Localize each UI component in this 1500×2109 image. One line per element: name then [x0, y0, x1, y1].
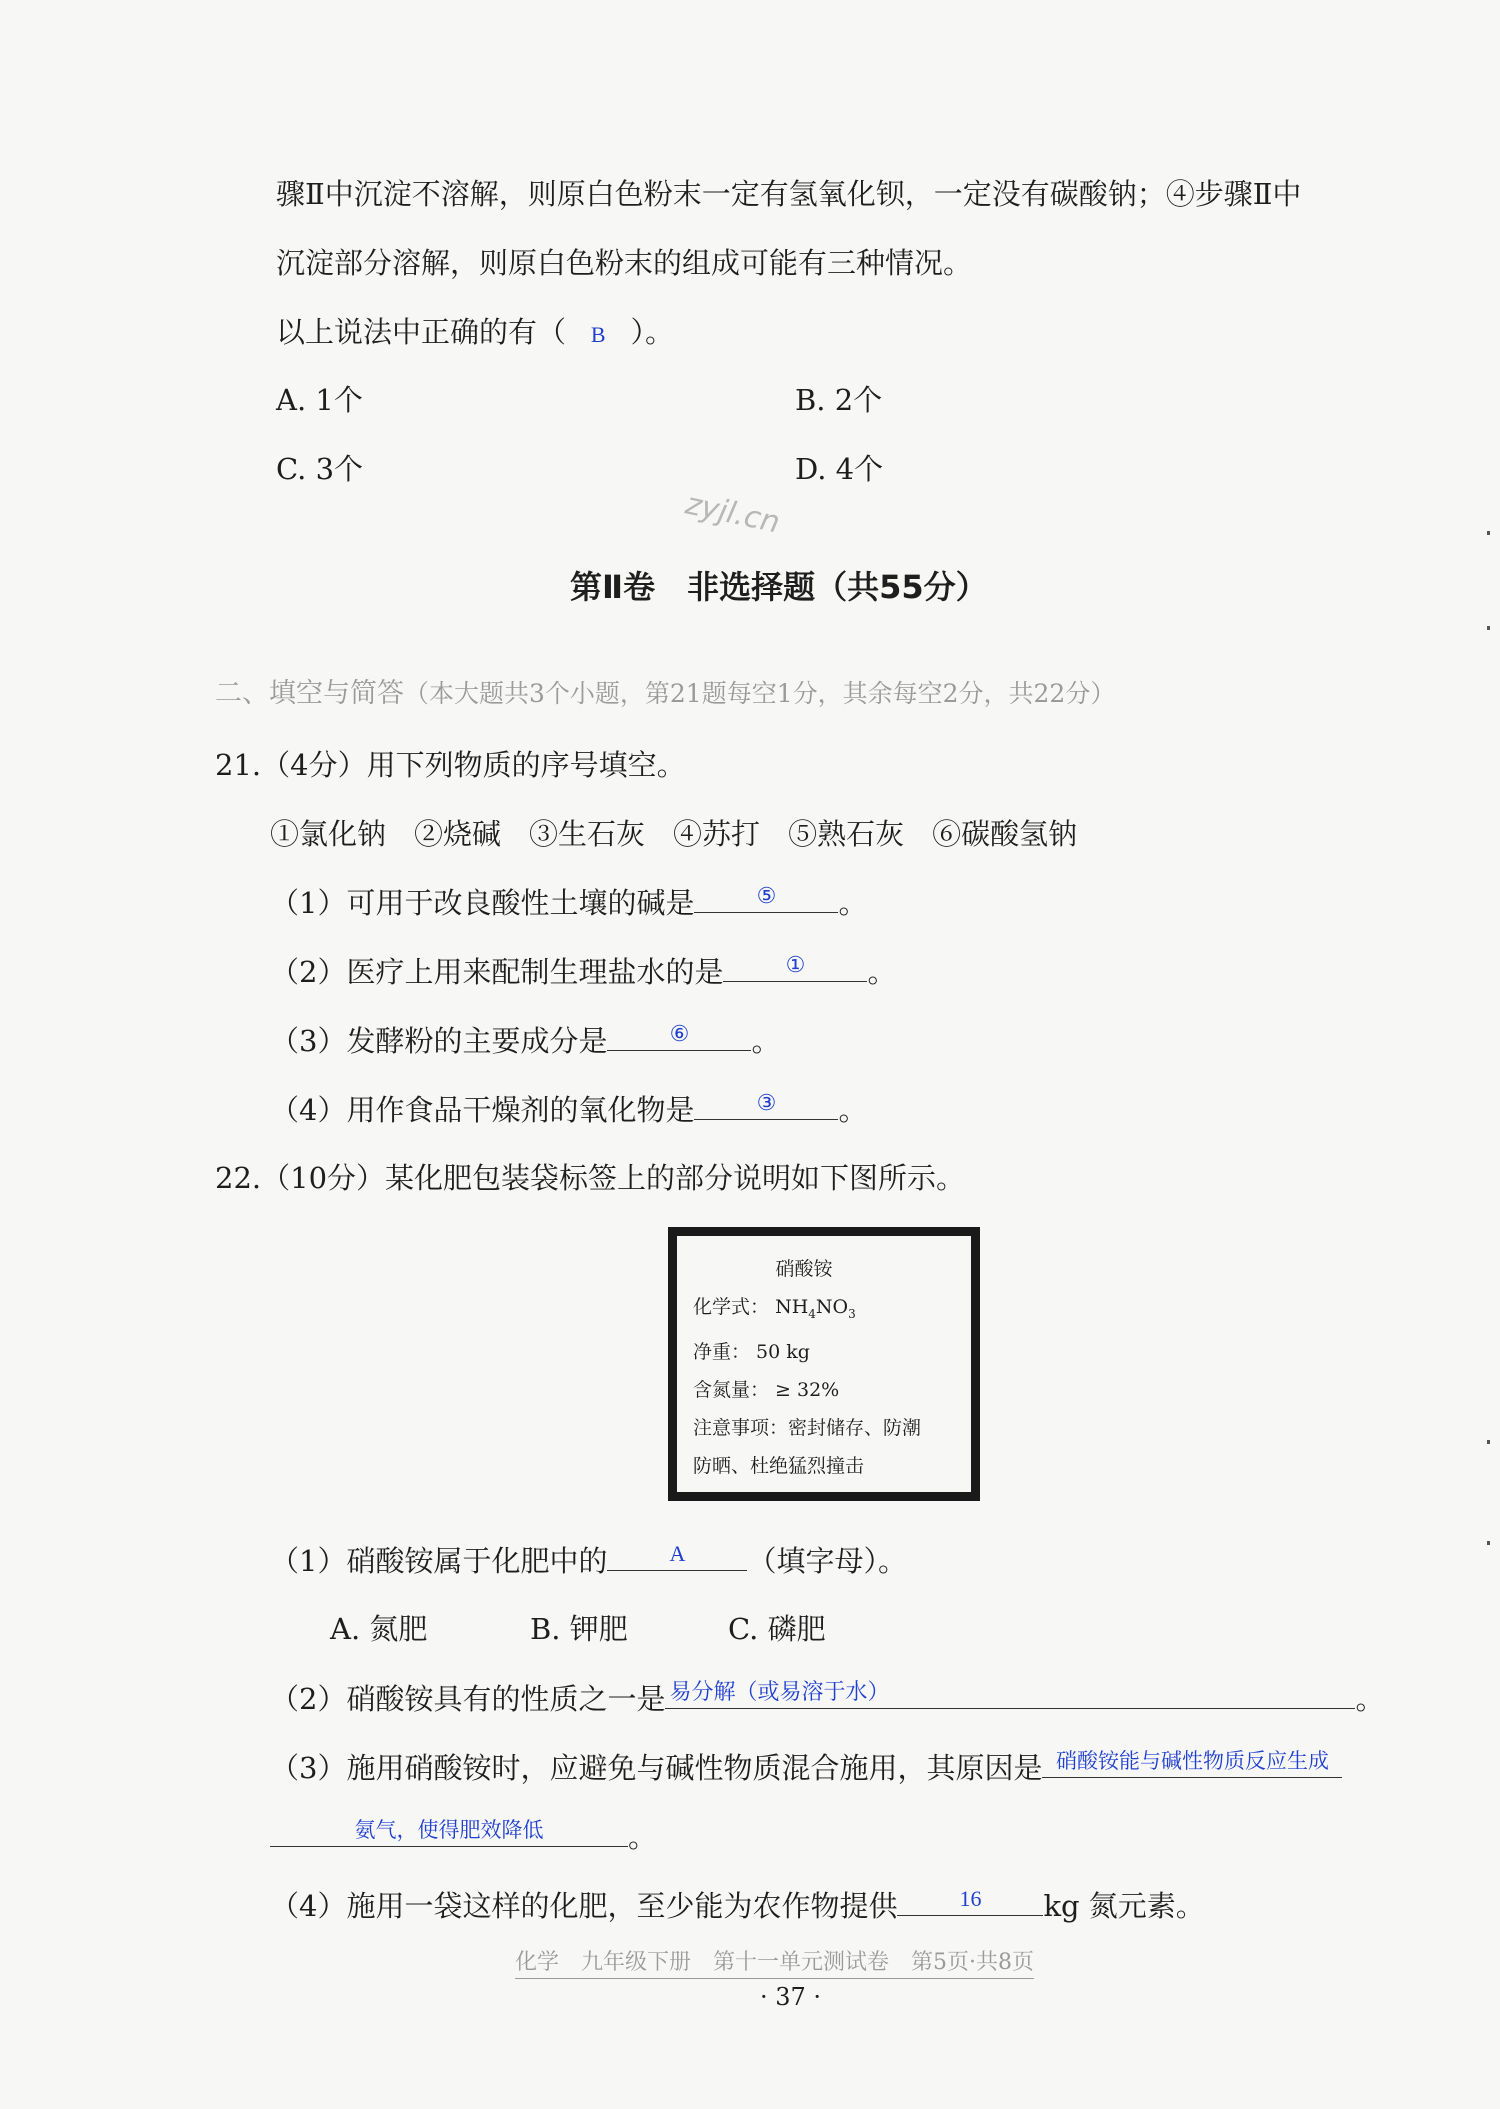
q21-part1-blank[interactable]	[694, 882, 838, 913]
edge-mark	[1487, 531, 1490, 535]
q22-part2-text: （2）硝酸铵具有的性质之一是	[270, 1682, 666, 1716]
q22-part2	[270, 1678, 1384, 1719]
label-nitrogen: 含氮量： ≥ 32%	[693, 1378, 840, 1401]
page-number: · 37 ·	[760, 1983, 822, 2011]
q21-part2	[270, 951, 896, 992]
q21-substances	[270, 814, 1077, 854]
q22-part4-blank[interactable]	[897, 1885, 1043, 1916]
label-formula-sub4: 4	[808, 1306, 816, 1321]
q21-part2-text: （2）医疗上用来配制生理盐水的是	[270, 955, 724, 989]
q22-part1-option-a: A. 氮肥	[330, 1612, 428, 1646]
label-name: 硝酸铵	[775, 1258, 833, 1280]
q21-part4	[270, 1089, 867, 1130]
q21-part1	[270, 882, 867, 923]
fertilizer-label-inner	[675, 1234, 973, 1494]
section2-heading	[215, 676, 1115, 712]
section2-note: （本大题共3个小题，第21题每空1分，其余每空2分，共22分）	[404, 679, 1116, 708]
q21-part3-answer: ⑥	[669, 1021, 690, 1046]
watermark: zyjl.cn	[682, 486, 783, 541]
label-formula-nh: NH	[775, 1296, 809, 1318]
q21-part1-answer: ⑤	[756, 883, 777, 908]
q21-part4-text: （4）用作食品干燥剂的氧化物是	[270, 1093, 695, 1127]
substance-4: ④苏打	[673, 817, 761, 851]
q22-part1-blank[interactable]	[607, 1540, 747, 1571]
q21-part2-blank[interactable]	[723, 951, 867, 982]
q22-part4-end: kg 氮元素。	[1043, 1889, 1205, 1923]
q22-part4-answer: 16	[959, 1886, 982, 1911]
q22-part3-blank-2[interactable]	[270, 1816, 628, 1847]
label-formula-no: NO	[815, 1296, 849, 1318]
q20-option-b: B. 2个	[795, 383, 883, 417]
q22-stem: 22.（10分）某化肥包装袋标签上的部分说明如下图所示。	[215, 1161, 966, 1195]
substance-6: ⑥碳酸氢钠	[932, 817, 1078, 851]
q21-part4-end: 。	[838, 1093, 868, 1127]
q22-part3-blank-1[interactable]	[1042, 1747, 1342, 1778]
q22-part1-option-b: B. 钾肥	[530, 1612, 628, 1646]
label-notes-2: 防晒、杜绝猛烈撞击	[693, 1454, 865, 1477]
label-formula-prefix: 化学式：	[693, 1296, 770, 1318]
part2-title: 第Ⅱ卷 非选择题（共55分）	[570, 568, 988, 606]
q22-part3-cont	[270, 1816, 657, 1857]
q22-part1-end: （填字母）。	[747, 1544, 907, 1578]
q20-stem	[276, 312, 674, 355]
q22-part2-end: 。	[1355, 1682, 1385, 1716]
q22-part3-answer-1: 硝酸铵能与碱性物质反应生成	[1055, 1749, 1329, 1773]
q21-part4-answer: ③	[756, 1090, 777, 1115]
q21-part3-blank[interactable]	[607, 1020, 751, 1051]
q20-stem-prefix: 以上说法中正确的有（	[276, 315, 567, 349]
q22-part3	[270, 1747, 1342, 1788]
q21-part1-end: 。	[838, 886, 868, 920]
q20-option-a: A. 1个	[276, 383, 363, 417]
label-formula-sub3: 3	[848, 1306, 856, 1321]
edge-mark	[1487, 1440, 1490, 1444]
footer-line: 化学 九年级下册 第十一单元测试卷 第5页·共8页	[515, 1945, 1034, 1979]
q22-part1-answer: A	[669, 1541, 686, 1566]
substance-5: ⑤熟石灰	[788, 817, 905, 851]
q20-line2: 沉淀部分溶解，则原白色粉末的组成可能有三种情况。	[276, 246, 973, 280]
q22-part3-answer-2: 氨气，使得肥效降低	[354, 1818, 544, 1842]
q20-line1: 骤Ⅱ中沉淀不溶解，则原白色粉末一定有氢氧化钡，一定没有碳酸钠；④步骤Ⅱ中	[276, 177, 1302, 211]
label-weight: 净重： 50 kg	[693, 1340, 810, 1363]
q21-part2-answer: ①	[785, 952, 806, 977]
q21-part3-text: （3）发酵粉的主要成分是	[270, 1024, 608, 1058]
q21-stem: 21.（4分）用下列物质的序号填空。	[215, 748, 686, 782]
q22-part1-text: （1）硝酸铵属于化肥中的	[270, 1544, 608, 1578]
q21-part3	[270, 1020, 780, 1061]
q22-part1-option-c: C. 磷肥	[728, 1612, 826, 1646]
section2-heading-text: 二、填空与简答	[215, 678, 404, 709]
q20-option-c: C. 3个	[276, 452, 364, 486]
q22-part3-end: 。	[628, 1820, 658, 1854]
q21-part3-end: 。	[751, 1024, 781, 1058]
q22-part4-text: （4）施用一袋这样的化肥，至少能为农作物提供	[270, 1889, 898, 1923]
q22-part3-text: （3）施用硝酸铵时，应避免与碱性物质混合施用，其原因是	[270, 1751, 1043, 1785]
substance-1: ①氯化钠	[270, 817, 387, 851]
fertilizer-label	[668, 1227, 980, 1501]
q20-stem-suffix: ）。	[630, 315, 674, 349]
substance-2: ②烧碱	[414, 817, 502, 851]
label-notes-1: 注意事项：密封储存、防潮	[693, 1416, 922, 1439]
q21-part2-end: 。	[867, 955, 897, 989]
edge-mark	[1487, 626, 1490, 630]
q22-part4	[270, 1885, 1205, 1926]
substance-3: ③生石灰	[529, 817, 646, 851]
q22-part2-blank[interactable]	[665, 1678, 1355, 1709]
q21-part1-text: （1）可用于改良酸性土壤的碱是	[270, 886, 695, 920]
q20-option-d: D. 4个	[795, 452, 884, 486]
label-formula	[693, 1288, 955, 1333]
edge-mark	[1487, 1541, 1490, 1545]
q22-part2-answer: 易分解（或易溶于水）	[669, 1679, 890, 1704]
q22-part1	[270, 1540, 907, 1581]
q20-answer: B	[590, 322, 606, 347]
q21-part4-blank[interactable]	[694, 1089, 838, 1120]
